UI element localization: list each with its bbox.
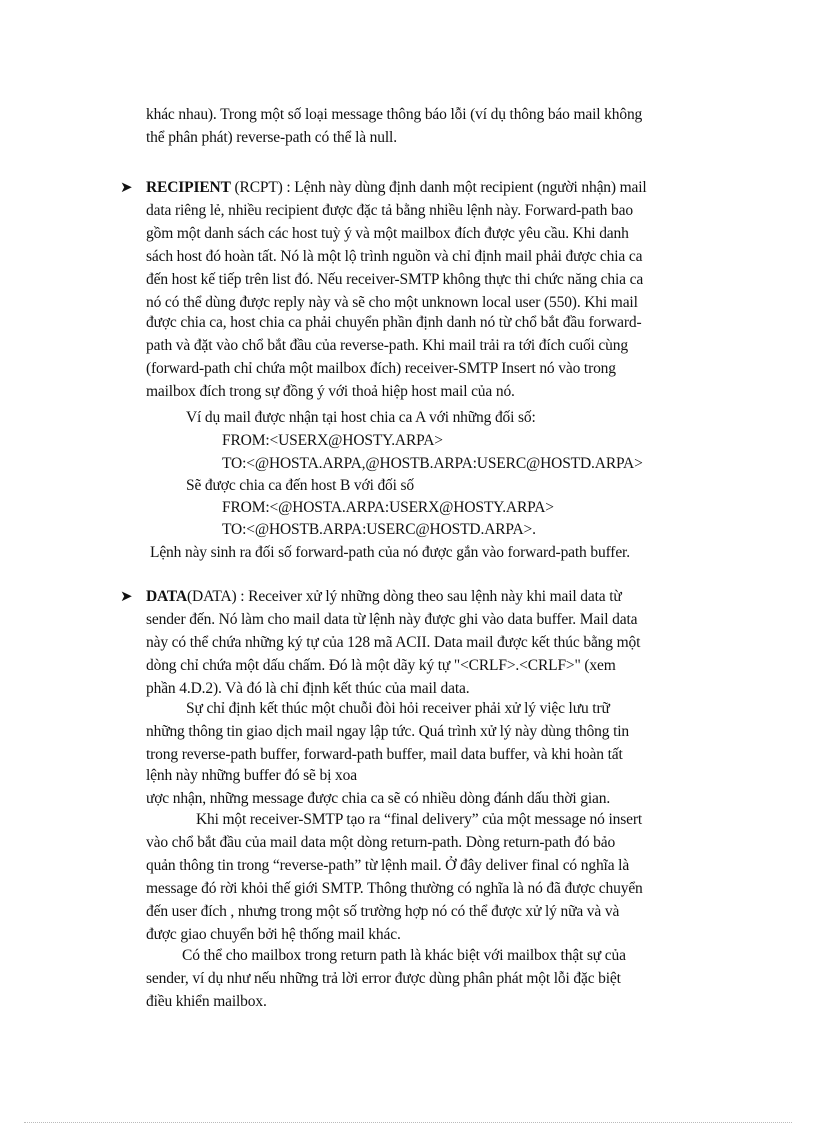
recipient-line: sách host đó hoàn tất. Nó là một lộ trình nguồn và chỉ định mail phải được chia ca [146,248,643,265]
data-line: này có thể chứa những ký tự của 128 mã ACII. Data mail được kết thúc bằng một [146,634,641,651]
intro-line: thể phân phát) reverse-path có thể là null. [146,129,397,146]
arrow-bullet-icon: ➤ [120,180,133,196]
data-line: sender, ví dụ như nếu những trả lời error được dùng phân phát một lỗi đặc biệt [146,970,621,987]
recipient-keyword: RECIPIENT [146,179,231,196]
relay-to: TO:<@HOSTB.ARPA:USERC@HOSTD.ARPA>. [222,521,536,538]
recipient-line: mailbox đích trong sự đồng ý với thoả hiệp host mail của nó. [146,383,515,400]
data-line: ược nhận, những message được chia ca sẽ có nhiều dòng đánh dấu thời gian. [146,790,611,807]
data-line: trong reverse-path buffer, forward-path buffer, mail data buffer, và khi hoàn tất [146,746,623,763]
data-line: quản thông tin trong “reverse-path” từ lệnh mail. Ở đây deliver final có nghĩa là [146,857,630,874]
recipient-line: nó có thể dùng được reply này và sẽ cho một unknown local user (550). Khi mail [146,294,638,311]
recipient-line: gồm một danh sách các host tuỳ ý và một mailbox đích được yêu cầu. Khi danh [146,225,629,242]
data-line: lệnh này những buffer đó sẽ bị xoa [146,767,357,784]
data-line: được giao chuyển bởi hệ thống mail khác. [146,926,401,943]
data-line: vào chổ bắt đầu của mail data một dòng return-path. Dòng return-path đó bảo [146,834,616,851]
data-keyword: DATA [146,588,188,605]
data-line: những thông tin giao dịch mail ngay lập tức. Quá trình xử lý này dùng thông tin [146,723,630,740]
example-from: FROM:<USERX@HOSTY.ARPA> [222,432,443,449]
data-line: Sự chỉ định kết thúc một chuỗi đòi hỏi receiver phải xử lý việc lưu trữ [186,700,610,717]
data-line: message đó rời khỏi thế giới SMTP. Thông thường có nghĩa là nó đã được chuyển [146,880,643,897]
data-line: Khi một receiver-SMTP tạo ra “final delivery” của một message nó insert [196,811,642,828]
data-line: Có thể cho mailbox trong return path là khác biệt với mailbox thật sự của [182,947,626,964]
recipient-closing: Lệnh này sinh ra đối số forward-path của nó được gắn vào forward-path buffer. [150,544,630,561]
recipient-line: path và đặt vào chổ bắt đầu của reverse-path. Khi mail trải ra tới đích cuối cùng [146,337,628,354]
recipient-line: (forward-path chỉ chứa một mailbox đích) receiver-SMTP Insert nó vào trong [146,360,616,377]
data-first-text: (DATA) : Receiver xử lý những dòng theo sau lệnh này khi mail data từ [187,588,622,605]
relay-intro: Sẽ được chia ca đến host B với đối số [186,477,415,494]
arrow-bullet-icon: ➤ [120,589,133,605]
recipient-line: được chia ca, host chia ca phải chuyển phần định danh nó từ chổ bắt đầu forward- [146,314,642,331]
recipient-first-text: (RCPT) : Lệnh này dùng định danh một recipient (người nhận) mail [230,179,647,196]
data-first-line [146,587,622,607]
data-line: phần 4.D.2). Và đó là chỉ định kết thúc của mail data. [146,680,470,697]
data-line: điều khiển mailbox. [146,993,267,1010]
example-to: TO:<@HOSTA.ARPA,@HOSTB.ARPA:USERC@HOSTD.ARPA> [222,455,643,472]
data-line: đến user đích , nhưng trong một số trường hợp nó có thể được xử lý nữa và và [146,903,620,920]
example-intro: Ví dụ mail được nhận tại host chia ca A với những đối số: [186,409,536,426]
data-line: sender đến. Nó làm cho mail data từ lệnh này được ghi vào data buffer. Mail data [146,611,638,628]
recipient-line: đến host kế tiếp trên list đó. Nếu receiver-SMTP không thực thi chức năng chia ca [146,271,644,288]
recipient-line: data riêng lẻ, nhiều recipient được đặc tả bằng nhiều lệnh này. Forward-path bao [146,202,633,219]
relay-from: FROM:<@HOSTA.ARPA:USERX@HOSTY.ARPA> [222,499,554,516]
recipient-first-line [146,178,647,198]
intro-line: khác nhau). Trong một số loại message thông báo lỗi (ví dụ thông báo mail không [146,106,643,123]
data-line: dòng chỉ chứa một dấu chấm. Đó là một dãy ký tự "<CRLF>.<CRLF>" (xem [146,657,616,674]
